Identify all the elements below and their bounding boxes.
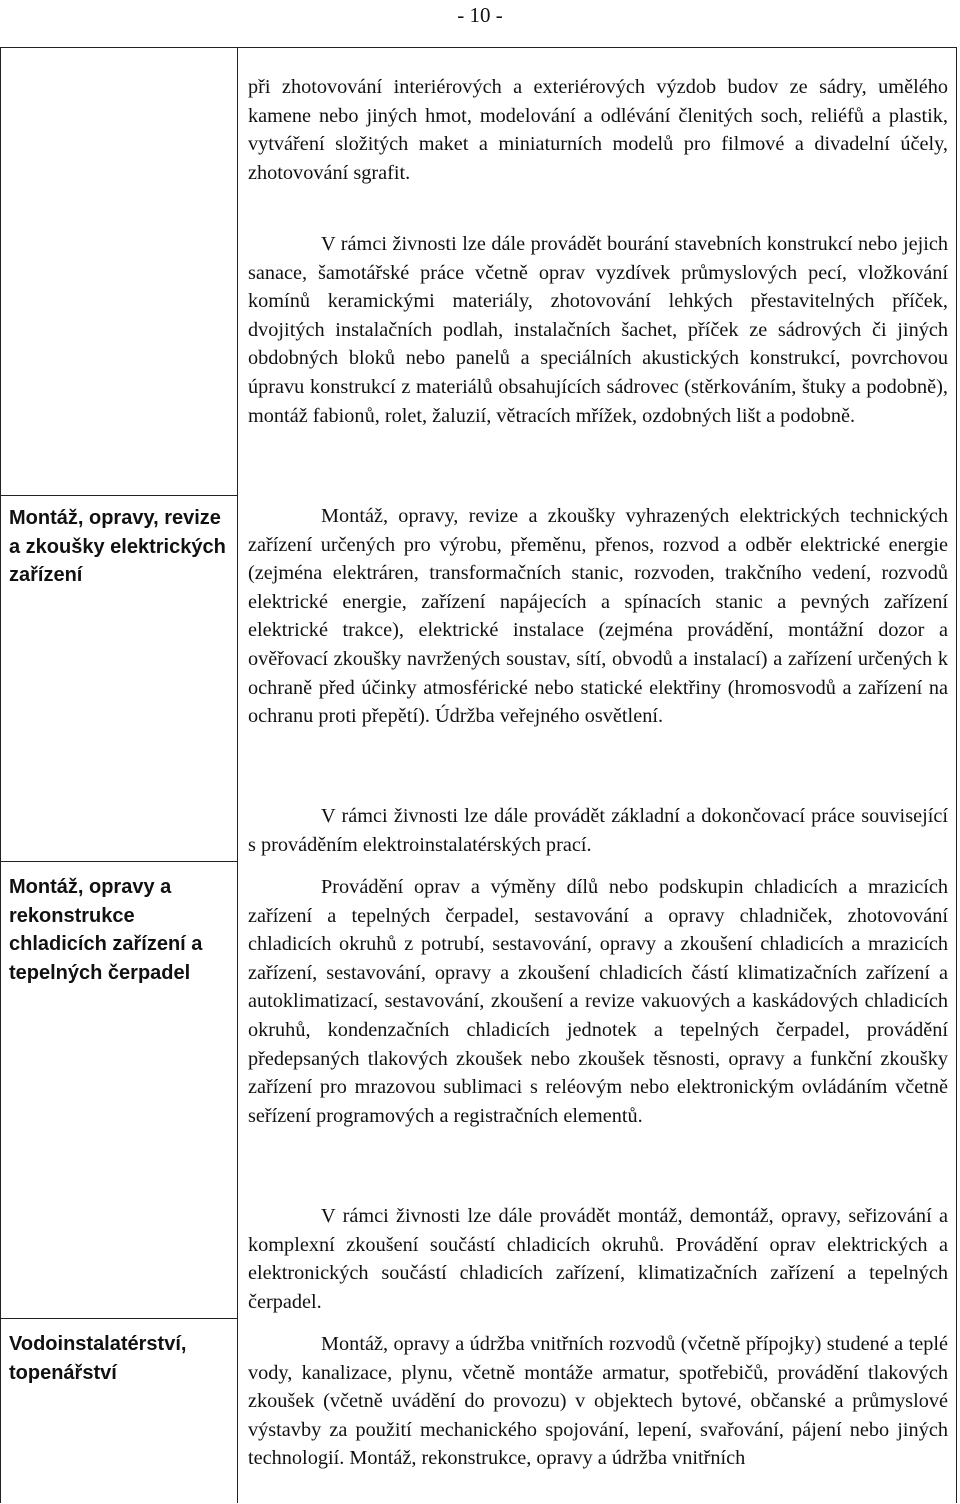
paragraph-electrical: Montáž, opravy, revize a zkoušky vyhrazených elektrických technických zařízení určených pro výrobu, přeměnu, přenos, rozvod a odběr elektrické energie (zejména elektráren, transformačních stanic, rozvoden, trakčního vedení, rozvodů elektrické energie, zařízení napájecích a spínacích stanic a pevných zařízení elektrické trakce), elektrické instalace (zejména provádění, montážní dozor a ověřovací zkoušky navržených soustav, sítí, obvodů a instalací) a zařízení určených k ochraně před účinky atmosférické nebo statické elektřiny (hromosvodů a zařízení na ochranu proti přepětí). Údržba veřejného osvětlení. — [248, 505, 948, 728]
label-plumbing: Vodoinstalatérství, topenářství — [9, 1333, 187, 1384]
paragraph-electrical-extra: V rámci živnosti lze dále provádět základní a dokončovací práce související s prováděním elektroinstalatérských prací. — [248, 805, 948, 856]
section-plaster — [248, 73, 948, 187]
row-divider-cooling — [1, 861, 237, 862]
section-electrical-extra — [248, 802, 948, 859]
label-electrical: Montáž, opravy, revize a zkoušky elektrických zařízení — [9, 507, 226, 586]
column-divider — [237, 48, 238, 1503]
page-number: - 10 - — [457, 3, 503, 27]
row-divider-plumbing — [1, 1318, 237, 1319]
paragraph-plumbing: Montáž, opravy a údržba vnitřních rozvodů (včetně přípojky) studené a teplé vody, kanalizace, plynu, včetně montáže armatur, spotřebičů, provádění tlakových zkoušek (včetně uvádění do provozu) v objektech bytové, občanské a průmyslové výstavby za použití mechanického spojování, lepení, svařování, pájení nebo jiných technologií. Montáž, rekonstrukce, opravy a údržba vnitřních — [248, 1333, 948, 1470]
paragraph-plaster-extra: V rámci živnosti lze dále provádět bourání stavebních konstrukcí nebo jejich sanace, šamotářské práce včetně oprav vyzdívek průmyslových pecí, vložkování komínů keramickými materiály, zhotovování lehkých přestavitelných příček, dvojitých instalačních podlah, instalačních šachet, příček ze sádrových či jiných obdobných bloků nebo panelů a speciálních akustických konstrukcí, povrchovou úpravu konstrukcí z materiálů obsahujících sádrovec (stěrkováním, štuky a podobně), montáž fabionů, rolet, žaluzií, větracích mřížek, ozdobných lišt a podobně. — [248, 233, 948, 427]
section-electrical — [248, 502, 948, 731]
section-cooling — [248, 873, 948, 1130]
paragraph-cooling: Provádění oprav a výměny dílů nebo podskupin chladicích a mrazicích zařízení a tepelných čerpadel, sestavování a opravy chladniček, zhotovování chladicích okruhů z potrubí, sestavování, opravy a zkoušení chladicích a mrazicích zařízení, sestavování, opravy a zkoušení chladicích částí klimatizačních zařízení a autoklimatizací, sestavování, zkoušení a revize vakuových a kaskádových chladicích okruhů, kondenzačních chladicích jednotek a tepelných čerpadel, provádění předepsaných tlakových zkoušek nebo zkoušek těsnosti, opravy a funkční zkoušky zařízení pro mrazovou sublimaci s reléovým nebo elektronickým ovládáním včetně seřízení programových a registračních elementů. — [248, 876, 948, 1127]
section-cooling-extra — [248, 1202, 948, 1316]
section-plumbing — [248, 1330, 948, 1473]
paragraph-cooling-extra: V rámci živnosti lze dále provádět montáž, demontáž, opravy, seřizování a komplexní zkoušení součástí chladicích okruhů. Provádění oprav elektrických a elektronických součástí chladicích zařízení, klimatizačních zařízení a tepelných čerpadel. — [248, 1205, 948, 1313]
section-plaster-extra — [248, 230, 948, 430]
row-divider-electrical — [1, 495, 237, 496]
paragraph-plaster: při zhotovování interiérových a exteriérových výzdob budov ze sádry, umělého kamene nebo jiných hmot, modelování a odlévání členitých soch, reliéfů a plastik, vytváření složitých maket a miniaturních modelů pro filmové a divadelní účely, zhotovování sgrafit. — [248, 76, 948, 184]
label-cooling: Montáž, opravy a rekonstrukce chladicích zařízení a tepelných čerpadel — [9, 876, 203, 984]
